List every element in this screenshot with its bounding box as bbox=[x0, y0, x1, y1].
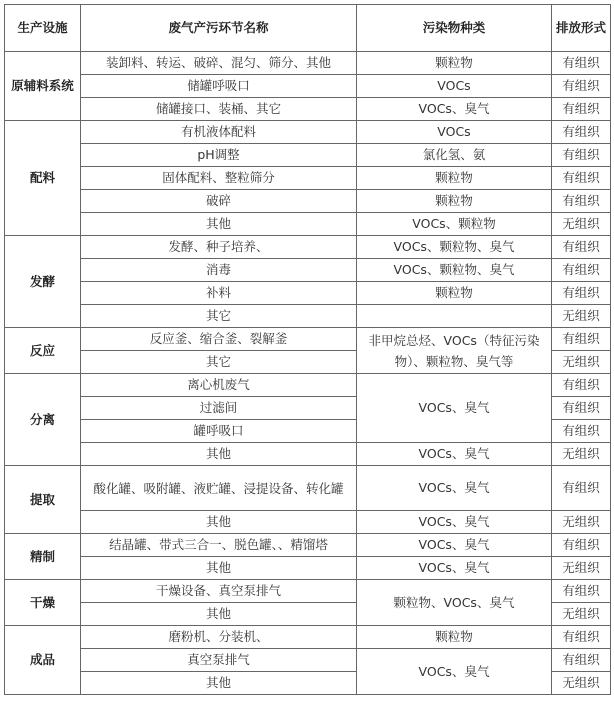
mode-cell: 有组织 bbox=[552, 374, 611, 397]
table-row bbox=[5, 305, 611, 328]
table-row bbox=[5, 511, 611, 534]
link-cell: 发酵、种子培养、 bbox=[81, 236, 357, 259]
mode-cell: 无组织 bbox=[552, 443, 611, 466]
link-cell: 消毒 bbox=[81, 259, 357, 282]
mode-cell: 有组织 bbox=[552, 75, 611, 98]
mode-cell: 无组织 bbox=[552, 213, 611, 236]
mode-cell: 无组织 bbox=[552, 351, 611, 374]
pollutant-cell: VOCs、臭气 bbox=[357, 374, 552, 443]
table-header bbox=[5, 5, 611, 52]
pollutant-cell: VOCs、臭气 bbox=[357, 649, 552, 695]
table-row bbox=[5, 557, 611, 580]
link-cell: 破碎 bbox=[81, 190, 357, 213]
mode-cell: 有组织 bbox=[552, 534, 611, 557]
link-cell: 结晶罐、带式三合一、脱色罐、、精馏塔 bbox=[81, 534, 357, 557]
link-cell: 其他 bbox=[81, 443, 357, 466]
link-cell: 储罐接口、装桶、其它 bbox=[81, 98, 357, 121]
facility-cell: 发酵 bbox=[5, 236, 81, 328]
mode-cell: 有组织 bbox=[552, 649, 611, 672]
facility-cell: 反应 bbox=[5, 328, 81, 374]
pollutant-cell: VOCs、臭气 bbox=[357, 534, 552, 557]
table-row bbox=[5, 443, 611, 466]
pollutant-cell: VOCs、臭气 bbox=[357, 466, 552, 511]
pollutant-cell: VOCs、颗粒物、臭气 bbox=[357, 236, 552, 259]
table-row bbox=[5, 167, 611, 190]
facility-cell: 干燥 bbox=[5, 580, 81, 626]
mode-cell: 有组织 bbox=[552, 328, 611, 351]
table-row bbox=[5, 190, 611, 213]
mode-cell: 有组织 bbox=[552, 626, 611, 649]
link-cell: 其他 bbox=[81, 603, 357, 626]
link-cell: 酸化罐、吸附罐、液贮罐、浸提设备、转化罐 bbox=[81, 466, 357, 511]
pollutant-cell: 颗粒物 bbox=[357, 282, 552, 305]
table-row bbox=[5, 98, 611, 121]
mode-cell: 有组织 bbox=[552, 236, 611, 259]
table-row bbox=[5, 328, 611, 351]
header-mode: 排放形式 bbox=[552, 5, 611, 52]
table-row bbox=[5, 259, 611, 282]
mode-cell: 无组织 bbox=[552, 557, 611, 580]
mode-cell: 有组织 bbox=[552, 420, 611, 443]
mode-cell: 有组织 bbox=[552, 580, 611, 603]
facility-cell: 配料 bbox=[5, 121, 81, 236]
link-cell: 磨粉机、分装机、 bbox=[81, 626, 357, 649]
facility-cell: 精制 bbox=[5, 534, 81, 580]
pollutant-cell: 颗粒物 bbox=[357, 190, 552, 213]
link-cell: 其它 bbox=[81, 351, 357, 374]
mode-cell: 无组织 bbox=[552, 305, 611, 328]
link-cell: 其他 bbox=[81, 672, 357, 695]
pollutant-cell: VOCs、臭气 bbox=[357, 98, 552, 121]
link-cell: 罐呼吸口 bbox=[81, 420, 357, 443]
header-facility: 生产设施 bbox=[5, 5, 81, 52]
mode-cell: 无组织 bbox=[552, 511, 611, 534]
link-cell: 有机液体配料 bbox=[81, 121, 357, 144]
facility-cell: 成品 bbox=[5, 626, 81, 695]
pollutant-cell: VOCs、颗粒物 bbox=[357, 213, 552, 236]
mode-cell: 无组织 bbox=[552, 672, 611, 695]
facility-cell: 分离 bbox=[5, 374, 81, 466]
table-row bbox=[5, 282, 611, 305]
mode-cell: 有组织 bbox=[552, 282, 611, 305]
header-pollutant: 污染物种类 bbox=[357, 5, 552, 52]
table-row bbox=[5, 75, 611, 98]
pollutant-cell: VOCs、臭气 bbox=[357, 557, 552, 580]
pollutant-cell: 氯化氢、氨 bbox=[357, 144, 552, 167]
mode-cell: 无组织 bbox=[552, 603, 611, 626]
link-cell: 其他 bbox=[81, 213, 357, 236]
table-row bbox=[5, 649, 611, 672]
mode-cell: 有组织 bbox=[552, 98, 611, 121]
table-row bbox=[5, 144, 611, 167]
mode-cell: 有组织 bbox=[552, 167, 611, 190]
table-row bbox=[5, 466, 611, 511]
link-cell: 真空泵排气 bbox=[81, 649, 357, 672]
table-row bbox=[5, 374, 611, 397]
table-row bbox=[5, 213, 611, 236]
link-cell: 储罐呼吸口 bbox=[81, 75, 357, 98]
mode-cell: 有组织 bbox=[552, 466, 611, 511]
table-row bbox=[5, 626, 611, 649]
link-cell: 离心机废气 bbox=[81, 374, 357, 397]
pollutant-cell: VOCs、臭气 bbox=[357, 443, 552, 466]
table-row bbox=[5, 534, 611, 557]
pollutant-cell: 颗粒物 bbox=[357, 167, 552, 190]
emission-table bbox=[4, 4, 611, 695]
pollutant-cell: VOCs、颗粒物、臭气 bbox=[357, 259, 552, 282]
pollutant-cell: VOCs bbox=[357, 121, 552, 144]
mode-cell: 有组织 bbox=[552, 144, 611, 167]
link-cell: 装卸料、转运、破碎、混匀、筛分、其他 bbox=[81, 52, 357, 75]
pollutant-cell: VOCs bbox=[357, 75, 552, 98]
link-cell: 干燥设备、真空泵排气 bbox=[81, 580, 357, 603]
link-cell: 其他 bbox=[81, 511, 357, 534]
pollutant-cell: 颗粒物 bbox=[357, 52, 552, 75]
facility-cell: 原辅料系统 bbox=[5, 52, 81, 121]
link-cell: 反应釜、缩合釜、裂解釜 bbox=[81, 328, 357, 351]
mode-cell: 有组织 bbox=[552, 190, 611, 213]
pollutant-cell: 非甲烷总烃、VOCs（特征污染物）、颗粒物、臭气等 bbox=[357, 328, 552, 374]
mode-cell: 有组织 bbox=[552, 52, 611, 75]
table-row bbox=[5, 121, 611, 144]
mode-cell: 有组织 bbox=[552, 397, 611, 420]
link-cell: 固体配料、整粒筛分 bbox=[81, 167, 357, 190]
table-row bbox=[5, 580, 611, 603]
link-cell: 补料 bbox=[81, 282, 357, 305]
mode-cell: 有组织 bbox=[552, 259, 611, 282]
pollutant-cell: 颗粒物、VOCs、臭气 bbox=[357, 580, 552, 626]
link-cell: 其他 bbox=[81, 557, 357, 580]
pollutant-cell: VOCs、臭气 bbox=[357, 511, 552, 534]
table-row bbox=[5, 52, 611, 75]
link-cell: 其它 bbox=[81, 305, 357, 328]
link-cell: pH调整 bbox=[81, 144, 357, 167]
pollutant-cell bbox=[357, 305, 552, 328]
link-cell: 过滤间 bbox=[81, 397, 357, 420]
mode-cell: 有组织 bbox=[552, 121, 611, 144]
table-row bbox=[5, 236, 611, 259]
header-link: 废气产污环节名称 bbox=[81, 5, 357, 52]
facility-cell: 提取 bbox=[5, 466, 81, 534]
pollutant-cell: 颗粒物 bbox=[357, 626, 552, 649]
